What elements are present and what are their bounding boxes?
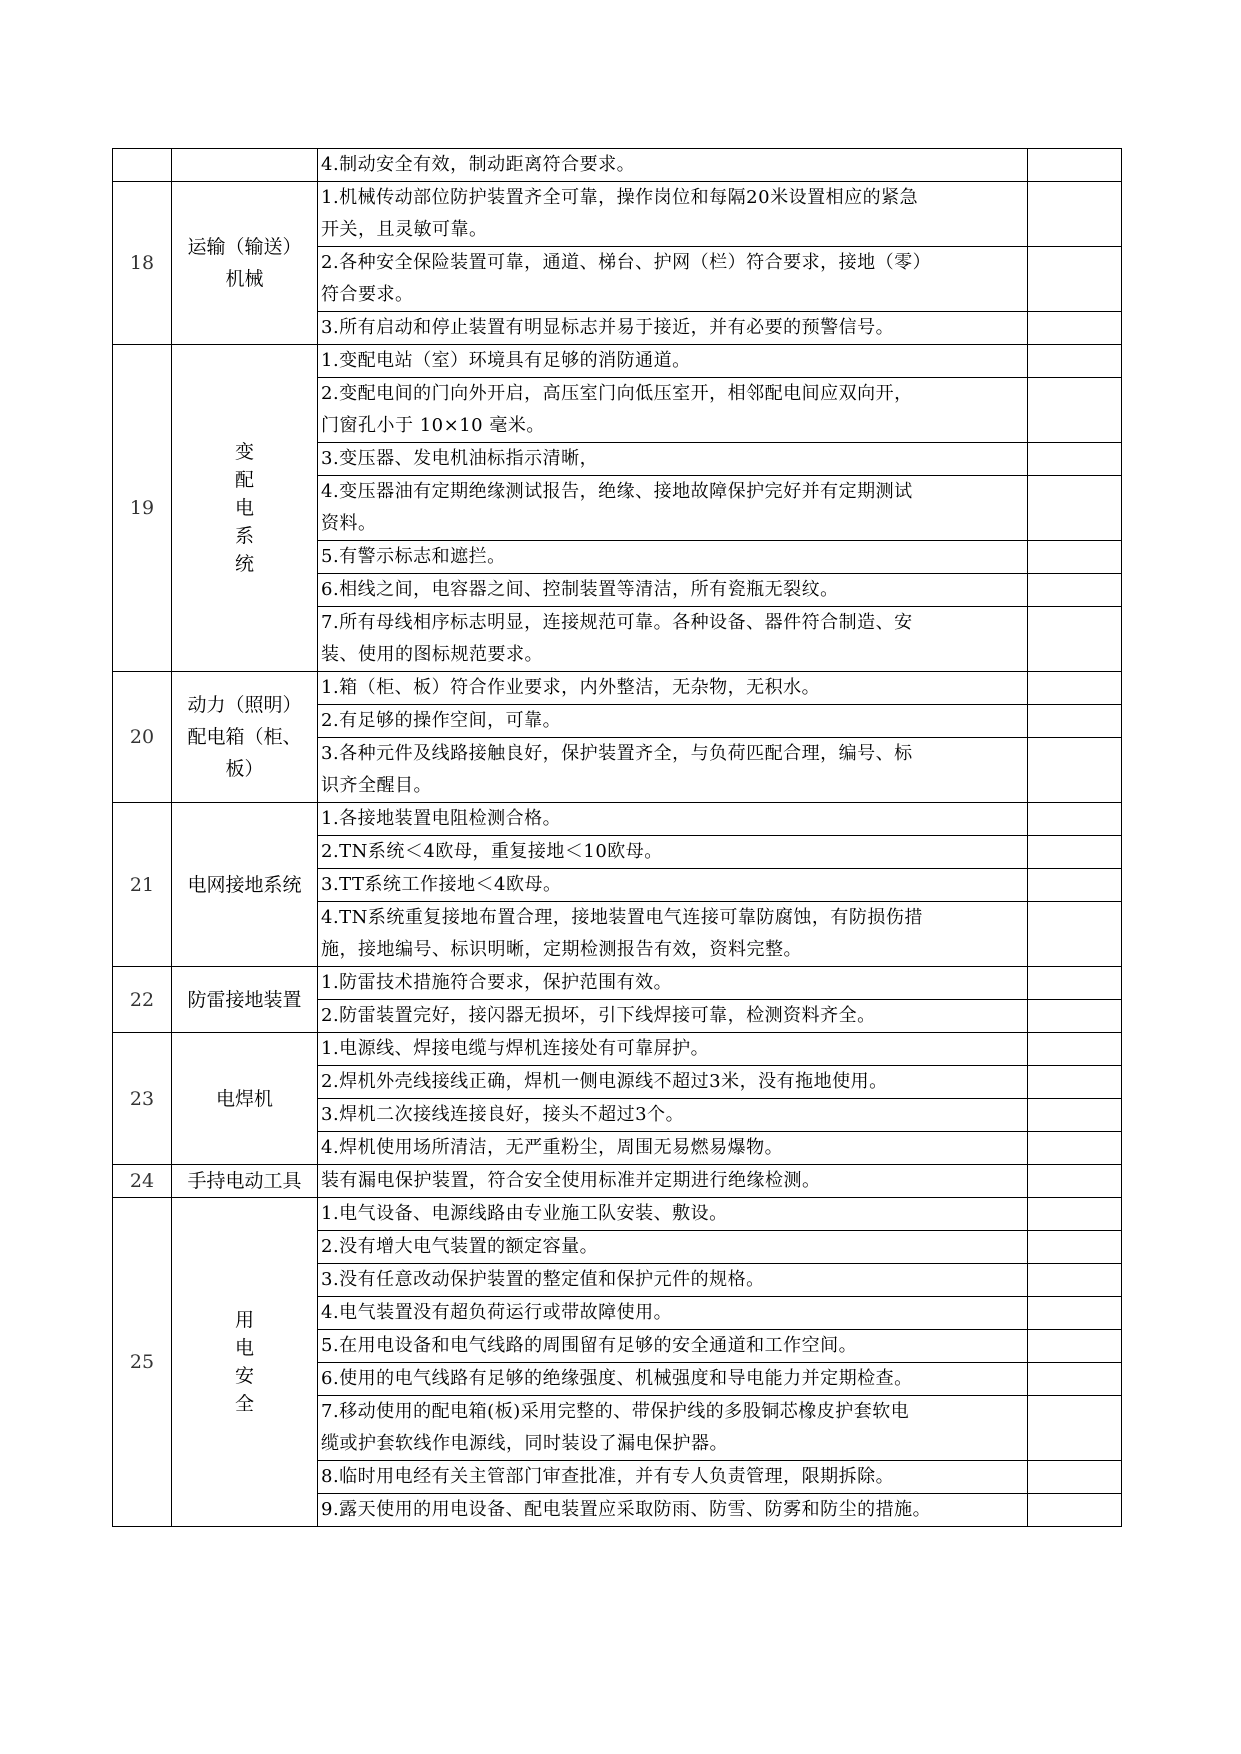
table-row xyxy=(113,1165,1122,1198)
item-number: 22 xyxy=(113,967,172,1033)
result-cell[interactable] xyxy=(1028,476,1122,541)
category-cell: 防雷接地装置 xyxy=(172,967,318,1033)
check-item: 1.各接地装置电阻检测合格。 xyxy=(318,803,1028,836)
category-cell: 动力（照明） 配电箱（柜、 板） xyxy=(172,672,318,803)
result-cell[interactable] xyxy=(1028,1066,1122,1099)
check-item: 4.变压器油有定期绝缘测试报告，绝缘、接地故障保护完好并有定期测试 资料。 xyxy=(318,476,1028,541)
result-cell[interactable] xyxy=(1028,1165,1122,1198)
item-number: 18 xyxy=(113,182,172,345)
result-cell[interactable] xyxy=(1028,1033,1122,1066)
item-number: 23 xyxy=(113,1033,172,1165)
result-cell[interactable] xyxy=(1028,1461,1122,1494)
result-cell[interactable] xyxy=(1028,1099,1122,1132)
check-item: 3.没有任意改动保护装置的整定值和保护元件的规格。 xyxy=(318,1264,1028,1297)
check-item: 4.制动安全有效，制动距离符合要求。 xyxy=(318,149,1028,182)
check-item: 5.有警示标志和遮拦。 xyxy=(318,541,1028,574)
result-cell[interactable] xyxy=(1028,1264,1122,1297)
result-cell[interactable] xyxy=(1028,312,1122,345)
check-item: 4.焊机使用场所清洁，无严重粉尘，周围无易燃易爆物。 xyxy=(318,1132,1028,1165)
item-number: 19 xyxy=(113,345,172,672)
result-cell[interactable] xyxy=(1028,378,1122,443)
result-cell[interactable] xyxy=(1028,836,1122,869)
table-row xyxy=(113,1198,1122,1231)
check-item: 1.箱（柜、板）符合作业要求，内外整洁，无杂物，无积水。 xyxy=(318,672,1028,705)
result-cell[interactable] xyxy=(1028,902,1122,967)
item-number: 20 xyxy=(113,672,172,803)
item-number: 21 xyxy=(113,803,172,967)
check-item: 3.变压器、发电机油标指示清晰， xyxy=(318,443,1028,476)
check-item: 6.使用的电气线路有足够的绝缘强度、机械强度和导电能力并定期检查。 xyxy=(318,1363,1028,1396)
category-cell: 电焊机 xyxy=(172,1033,318,1165)
result-cell[interactable] xyxy=(1028,1000,1122,1033)
result-cell[interactable] xyxy=(1028,607,1122,672)
result-cell[interactable] xyxy=(1028,443,1122,476)
check-item: 3.各种元件及线路接触良好，保护装置齐全，与负荷匹配合理，编号、标 识齐全醒目。 xyxy=(318,738,1028,803)
result-cell[interactable] xyxy=(1028,1132,1122,1165)
check-item: 1.机械传动部位防护装置齐全可靠，操作岗位和每隔20米设置相应的紧急 开关，且灵敏可靠。 xyxy=(318,182,1028,247)
result-cell[interactable] xyxy=(1028,1231,1122,1264)
table-row xyxy=(113,803,1122,836)
check-item: 1.电源线、焊接电缆与焊机连接处有可靠屏护。 xyxy=(318,1033,1028,1066)
check-item: 1.防雷技术措施符合要求，保护范围有效。 xyxy=(318,967,1028,1000)
inspection-table xyxy=(112,148,1122,1527)
result-cell[interactable] xyxy=(1028,1396,1122,1461)
result-cell[interactable] xyxy=(1028,803,1122,836)
result-cell[interactable] xyxy=(1028,345,1122,378)
item-number xyxy=(113,149,172,182)
check-item: 2.焊机外壳线接线正确，焊机一侧电源线不超过3米，没有拖地使用。 xyxy=(318,1066,1028,1099)
result-cell[interactable] xyxy=(1028,1198,1122,1231)
check-item: 2.变配电间的门向外开启，高压室门向低压室开，相邻配电间应双向开， 门窗孔小于 10×10 毫米。 xyxy=(318,378,1028,443)
result-cell[interactable] xyxy=(1028,869,1122,902)
result-cell[interactable] xyxy=(1028,182,1122,247)
category-cell: 运输（输送） 机械 xyxy=(172,182,318,345)
result-cell[interactable] xyxy=(1028,149,1122,182)
table-row xyxy=(113,967,1122,1000)
check-item: 3.所有启动和停止装置有明显标志并易于接近，并有必要的预警信号。 xyxy=(318,312,1028,345)
category-cell: 用 电 安 全 xyxy=(172,1198,318,1527)
item-number: 24 xyxy=(113,1165,172,1198)
check-item: 9.露天使用的用电设备、配电装置应采取防雨、防雪、防雾和防尘的措施。 xyxy=(318,1494,1028,1527)
result-cell[interactable] xyxy=(1028,574,1122,607)
table-row xyxy=(113,1033,1122,1066)
item-number: 25 xyxy=(113,1198,172,1527)
result-cell[interactable] xyxy=(1028,672,1122,705)
result-cell[interactable] xyxy=(1028,1330,1122,1363)
result-cell[interactable] xyxy=(1028,541,1122,574)
check-item: 2.没有增大电气装置的额定容量。 xyxy=(318,1231,1028,1264)
result-cell[interactable] xyxy=(1028,1363,1122,1396)
check-item: 1.变配电站（室）环境具有足够的消防通道。 xyxy=(318,345,1028,378)
check-item: 3.TT系统工作接地＜4欧母。 xyxy=(318,869,1028,902)
check-item: 3.焊机二次接线连接良好，接头不超过3个。 xyxy=(318,1099,1028,1132)
check-item: 6.相线之间，电容器之间、控制装置等清洁，所有瓷瓶无裂纹。 xyxy=(318,574,1028,607)
check-item: 1.电气设备、电源线路由专业施工队安装、敷设。 xyxy=(318,1198,1028,1231)
result-cell[interactable] xyxy=(1028,1297,1122,1330)
category-cell: 变 配 电 系 统 xyxy=(172,345,318,672)
check-item: 8.临时用电经有关主管部门审查批准，并有专人负责管理，限期拆除。 xyxy=(318,1461,1028,1494)
result-cell[interactable] xyxy=(1028,1494,1122,1527)
check-item: 7.所有母线相序标志明显，连接规范可靠。各种设备、器件符合制造、安 装、使用的图标规范要求。 xyxy=(318,607,1028,672)
check-item: 4.TN系统重复接地布置合理，接地装置电气连接可靠防腐蚀，有防损伤措 施，接地编号、标识明晰，定期检测报告有效，资料完整。 xyxy=(318,902,1028,967)
result-cell[interactable] xyxy=(1028,967,1122,1000)
check-item: 装有漏电保护装置，符合安全使用标准并定期进行绝缘检测。 xyxy=(318,1165,1028,1198)
check-item: 2.有足够的操作空间，可靠。 xyxy=(318,705,1028,738)
check-item: 5.在用电设备和电气线路的周围留有足够的安全通道和工作空间。 xyxy=(318,1330,1028,1363)
check-item: 7.移动使用的配电箱(板)采用完整的、带保护线的多股铜芯橡皮护套软电 缆或护套软线作电源线，同时装设了漏电保护器。 xyxy=(318,1396,1028,1461)
check-item: 2.防雷装置完好，接闪器无损坏，引下线焊接可靠，检测资料齐全。 xyxy=(318,1000,1028,1033)
table-row xyxy=(113,672,1122,705)
category-cell xyxy=(172,149,318,182)
table-row xyxy=(113,345,1122,378)
table-row xyxy=(113,182,1122,247)
result-cell[interactable] xyxy=(1028,738,1122,803)
category-cell: 电网接地系统 xyxy=(172,803,318,967)
check-item: 2.各种安全保险装置可靠，通道、梯台、护网（栏）符合要求，接地（零） 符合要求。 xyxy=(318,247,1028,312)
check-item: 2.TN系统＜4欧母，重复接地＜10欧母。 xyxy=(318,836,1028,869)
result-cell[interactable] xyxy=(1028,705,1122,738)
result-cell[interactable] xyxy=(1028,247,1122,312)
check-item: 4.电气装置没有超负荷运行或带故障使用。 xyxy=(318,1297,1028,1330)
table-row xyxy=(113,149,1122,182)
category-cell: 手持电动工具 xyxy=(172,1165,318,1198)
